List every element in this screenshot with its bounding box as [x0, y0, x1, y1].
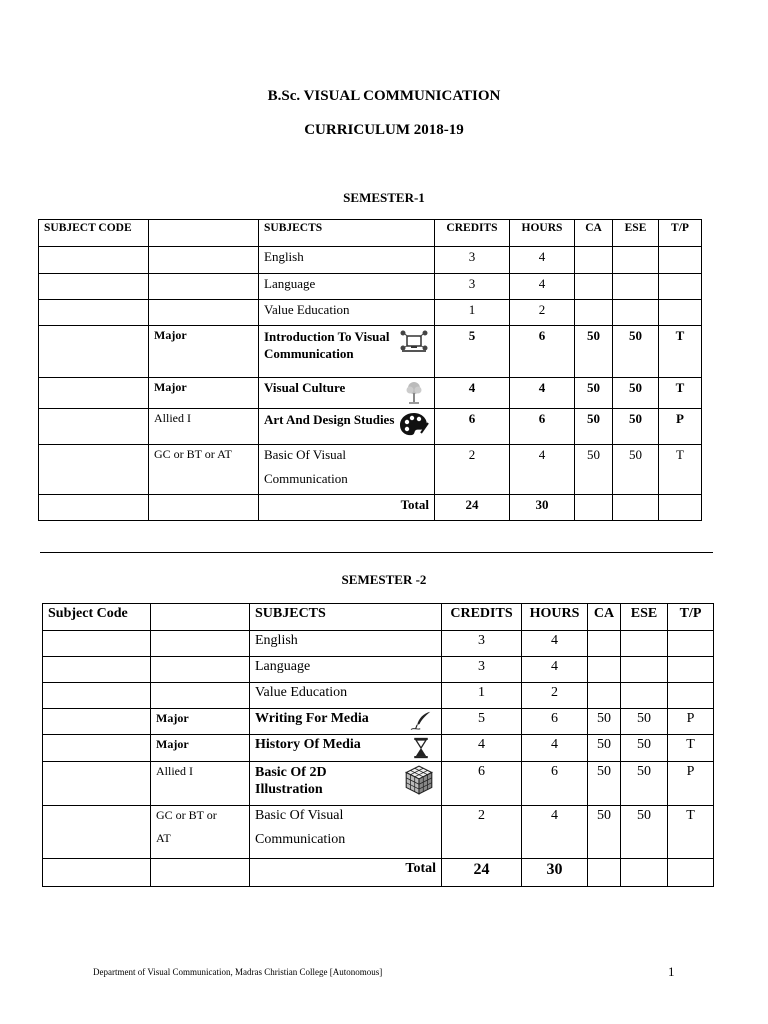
category-cell: Allied I [151, 762, 250, 806]
ca-cell [588, 683, 621, 709]
header-subjects: SUBJECTS [259, 220, 435, 247]
tp-cell: T [659, 378, 702, 409]
subject-cell: Language [250, 657, 442, 683]
total-label: Total [259, 495, 435, 521]
ese-cell [613, 300, 659, 326]
category-cell: Major [151, 735, 250, 762]
credits-cell: 3 [435, 274, 510, 300]
hours-cell: 4 [522, 657, 588, 683]
category-line-1: GC or BT or [156, 808, 217, 822]
subject-cell [259, 326, 435, 378]
semester-1-table [38, 219, 702, 521]
tp-cell: P [659, 409, 702, 445]
hours-cell: 6 [522, 762, 588, 806]
section-divider [40, 552, 713, 553]
header-subjects: SUBJECTS [250, 604, 442, 631]
category-cell [151, 657, 250, 683]
credits-cell: 4 [442, 735, 522, 762]
hours-cell: 6 [522, 709, 588, 735]
total-row [43, 859, 714, 887]
total-credits: 24 [435, 495, 510, 521]
ca-cell: 50 [588, 762, 621, 806]
category-cell [151, 806, 250, 859]
total-hours: 30 [510, 495, 575, 521]
ca-cell [588, 631, 621, 657]
table-row [43, 631, 714, 657]
table-row [39, 409, 702, 445]
subject-cell: English [250, 631, 442, 657]
semester-1-header-row [39, 220, 702, 247]
category-cell: Major [149, 326, 259, 378]
header-credits: CREDITS [435, 220, 510, 247]
tp-cell: T [668, 806, 714, 859]
subject-cell [259, 378, 435, 409]
semester-2-table [42, 603, 714, 887]
ese-cell [613, 247, 659, 274]
ese-cell: 50 [621, 709, 668, 735]
subject-cell [250, 709, 442, 735]
subject-code-cell [39, 274, 149, 300]
document-subtitle: CURRICULUM 2018-19 [304, 122, 464, 138]
palette-icon [399, 411, 429, 437]
tp-cell [659, 300, 702, 326]
ca-cell: 50 [575, 378, 613, 409]
ese-cell [621, 683, 668, 709]
ese-cell [621, 657, 668, 683]
credits-cell: 6 [442, 762, 522, 806]
table-row [43, 657, 714, 683]
hours-cell: 4 [510, 274, 575, 300]
tp-cell: T [668, 735, 714, 762]
header-ca: CA [575, 220, 613, 247]
hours-cell: 4 [522, 806, 588, 859]
ca-cell [588, 657, 621, 683]
subject-cell: Value Education [250, 683, 442, 709]
hours-cell: 4 [510, 247, 575, 274]
ca-cell: 50 [575, 445, 613, 495]
semester-2-header-row [43, 604, 714, 631]
subject-name: Introduction To Visual Communication [264, 329, 390, 361]
hourglass-icon [406, 737, 436, 759]
page-footer: Department of Visual Communication, Madras Christian College [Autonomous] [93, 967, 383, 977]
header-subject-code: SUBJECT CODE [39, 220, 149, 247]
subject-line-2: Communication [264, 471, 348, 486]
tp-cell: T [659, 326, 702, 378]
table-row [43, 806, 714, 859]
subject-code-cell [43, 683, 151, 709]
table-row [39, 247, 702, 274]
subject-cell [259, 409, 435, 445]
ca-cell: 50 [588, 806, 621, 859]
hours-cell: 4 [510, 445, 575, 495]
hours-cell: 4 [510, 378, 575, 409]
ese-cell: 50 [613, 378, 659, 409]
semester-2-heading: SEMESTER -2 [341, 572, 427, 587]
tp-cell [659, 247, 702, 274]
ese-cell [621, 631, 668, 657]
category-cell: GC or BT or AT [149, 445, 259, 495]
ca-cell: 50 [575, 409, 613, 445]
subject-code-cell [39, 445, 149, 495]
credits-cell: 3 [435, 247, 510, 274]
ca-cell [575, 300, 613, 326]
subject-name: Writing For Media [255, 711, 369, 726]
tp-cell [668, 631, 714, 657]
header-category [149, 220, 259, 247]
tree-icon [399, 380, 429, 406]
subject-code-cell [43, 762, 151, 806]
credits-cell: 3 [442, 657, 522, 683]
ca-cell: 50 [588, 709, 621, 735]
credits-cell: 3 [442, 631, 522, 657]
table-row [39, 274, 702, 300]
computer-network-icon [399, 328, 429, 354]
header-ese: ESE [613, 220, 659, 247]
ese-cell: 50 [621, 735, 668, 762]
subject-name: Basic Of 2D Illustration [255, 765, 327, 797]
page-number: 1 [668, 964, 675, 979]
ese-cell: 50 [621, 762, 668, 806]
credits-cell: 2 [435, 445, 510, 495]
ca-cell: 50 [588, 735, 621, 762]
hours-cell: 2 [510, 300, 575, 326]
subject-code-cell [43, 735, 151, 762]
subject-line-1: Basic Of Visual [264, 447, 347, 462]
subject-cell [250, 735, 442, 762]
table-row [39, 378, 702, 409]
header-category [151, 604, 250, 631]
header-ese: ESE [621, 604, 668, 631]
ese-cell: 50 [621, 806, 668, 859]
subject-cell: Language [259, 274, 435, 300]
document-title: B.Sc. VISUAL COMMUNICATION [267, 88, 501, 104]
subject-code-cell [39, 326, 149, 378]
subject-line-1: Basic Of Visual [255, 808, 344, 823]
header-subject-code: Subject Code [43, 604, 151, 631]
header-credits: CREDITS [442, 604, 522, 631]
total-label: Total [250, 859, 442, 887]
header-tp: T/P [659, 220, 702, 247]
credits-cell: 5 [435, 326, 510, 378]
subject-code-cell [43, 709, 151, 735]
tp-cell: P [668, 762, 714, 806]
credits-cell: 1 [435, 300, 510, 326]
subject-cell [259, 445, 435, 495]
header-hours: HOURS [510, 220, 575, 247]
category-cell [149, 274, 259, 300]
ese-cell: 50 [613, 326, 659, 378]
credits-cell: 2 [442, 806, 522, 859]
tp-cell [659, 274, 702, 300]
ca-cell [575, 247, 613, 274]
subject-code-cell [39, 378, 149, 409]
subject-cell: English [259, 247, 435, 274]
header-ca: CA [588, 604, 621, 631]
subject-code-cell [39, 300, 149, 326]
subject-cell [250, 806, 442, 859]
hours-cell: 6 [510, 409, 575, 445]
table-row [43, 762, 714, 806]
category-cell: Major [149, 378, 259, 409]
category-cell [149, 247, 259, 274]
header-hours: HOURS [522, 604, 588, 631]
subject-line-2: Communication [255, 832, 346, 847]
category-cell [151, 631, 250, 657]
ca-cell: 50 [575, 326, 613, 378]
tp-cell: T [659, 445, 702, 495]
table-row [43, 735, 714, 762]
subject-cell [250, 762, 442, 806]
category-cell: Major [151, 709, 250, 735]
ese-cell [613, 274, 659, 300]
category-cell [149, 300, 259, 326]
quill-icon [406, 711, 436, 731]
table-row [39, 445, 702, 495]
table-row [39, 326, 702, 378]
credits-cell: 4 [435, 378, 510, 409]
subject-name: History Of Media [255, 737, 361, 752]
category-cell [151, 683, 250, 709]
table-row [39, 300, 702, 326]
subject-code-cell [43, 806, 151, 859]
table-row [43, 683, 714, 709]
header-tp: T/P [668, 604, 714, 631]
rubiks-cube-icon [402, 764, 436, 796]
semester-1-heading: SEMESTER-1 [343, 190, 425, 205]
ca-cell [575, 274, 613, 300]
subject-cell: Value Education [259, 300, 435, 326]
tp-cell [668, 657, 714, 683]
credits-cell: 6 [435, 409, 510, 445]
total-hours: 30 [522, 859, 588, 887]
ese-cell: 50 [613, 445, 659, 495]
credits-cell: 1 [442, 683, 522, 709]
hours-cell: 6 [510, 326, 575, 378]
credits-cell: 5 [442, 709, 522, 735]
hours-cell: 2 [522, 683, 588, 709]
total-credits: 24 [442, 859, 522, 887]
ese-cell: 50 [613, 409, 659, 445]
tp-cell [668, 683, 714, 709]
subject-code-cell [43, 631, 151, 657]
table-row [43, 709, 714, 735]
total-row [39, 495, 702, 521]
category-line-2: AT [156, 831, 171, 845]
hours-cell: 4 [522, 735, 588, 762]
subject-code-cell [39, 409, 149, 445]
subject-name: Visual Culture [264, 380, 346, 395]
subject-name: Art And Design Studies [264, 412, 395, 427]
category-cell: Allied I [149, 409, 259, 445]
subject-code-cell [39, 247, 149, 274]
tp-cell: P [668, 709, 714, 735]
subject-code-cell [43, 657, 151, 683]
hours-cell: 4 [522, 631, 588, 657]
